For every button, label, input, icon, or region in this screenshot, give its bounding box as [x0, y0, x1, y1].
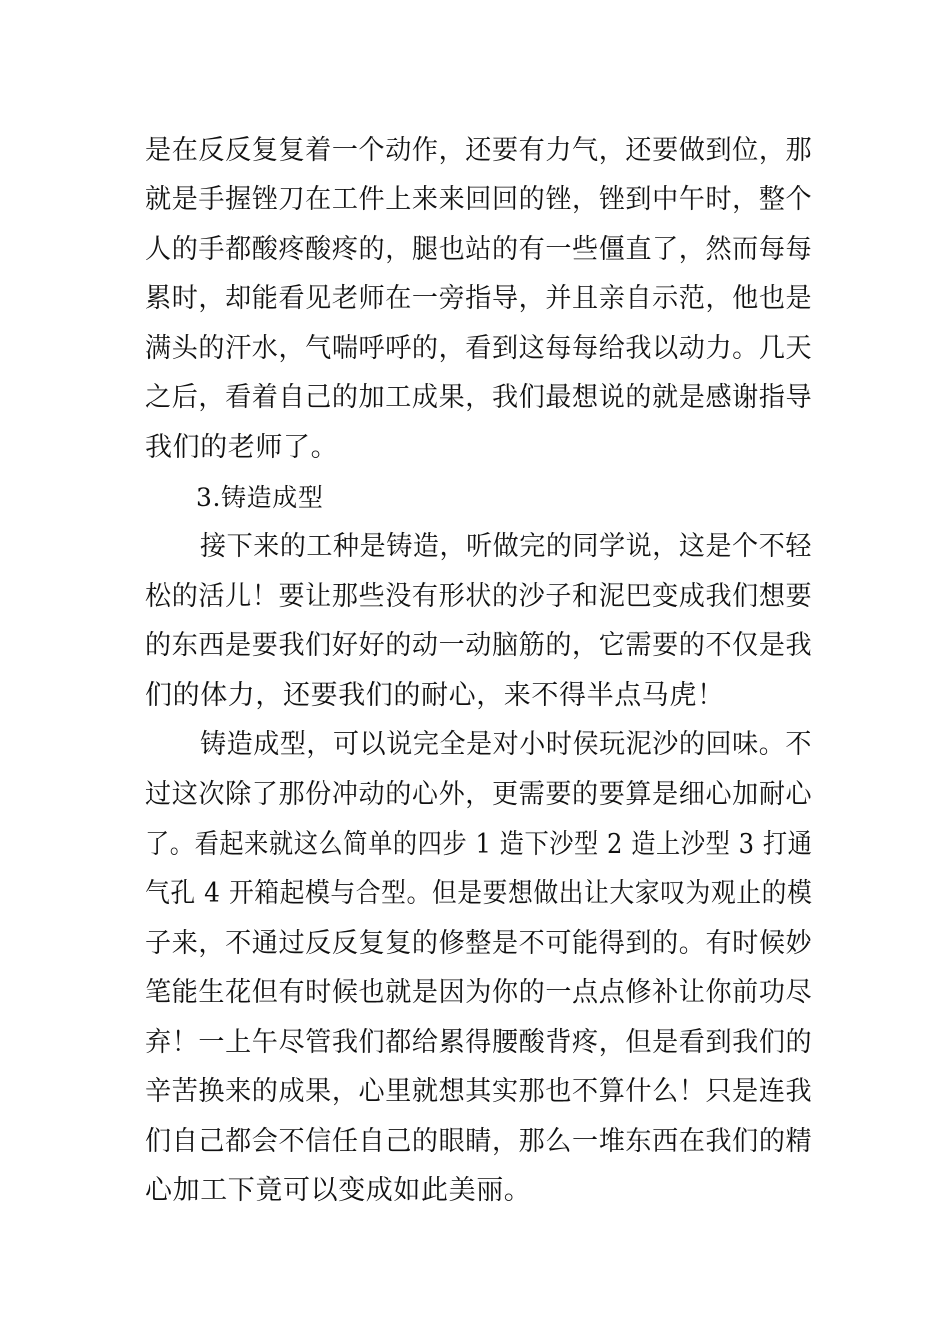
text-line: 人的手都酸疼酸疼的，腿也站的有一些僵直了，然而每每 [145, 234, 813, 265]
text-line: 了。看起来就这么简单的四步 1 造下沙型 2 造上沙型 3 打通 [145, 829, 813, 860]
text-line: 们自己都会不信任自己的眼睛，那么一堆东西在我们的精 [145, 1126, 813, 1157]
text-line: 笔能生花但有时候也就是因为你的一点点修补让你前功尽 [145, 977, 813, 1008]
text-line: 接下来的工种是铸造，听做完的同学说，这是个不轻 [200, 531, 812, 562]
text-line: 我们的老师了。 [145, 432, 339, 463]
section-heading: 3.铸造成型 [196, 483, 324, 512]
text-line: 过这次除了那份冲动的心外，更需要的要算是细心加耐心 [145, 779, 813, 810]
text-line: 满头的汗水，气喘呼呼的，看到这每每给我以动力。几天 [145, 333, 813, 364]
text-line: 弃！一上午尽管我们都给累得腰酸背疼，但是看到我们的 [145, 1027, 813, 1058]
text-line: 气孔 4 开箱起模与合型。但是要想做出让大家叹为观止的模 [145, 878, 813, 909]
text-line: 之后，看着自己的加工成果，我们最想说的就是感谢指导 [145, 382, 813, 413]
text-line: 的东西是要我们好好的动一动脑筋的，它需要的不仅是我 [145, 630, 813, 661]
text-line: 是在反反复复着一个动作，还要有力气，还要做到位，那 [145, 135, 813, 166]
text-line: 松的活儿！要让那些没有形状的沙子和泥巴变成我们想要 [145, 581, 813, 612]
text-line: 铸造成型，可以说完全是对小时侯玩泥沙的回味。不 [200, 729, 812, 760]
text-line: 们的体力，还要我们的耐心，来不得半点马虎！ [145, 680, 725, 711]
text-line: 辛苦换来的成果，心里就想其实那也不算什么！只是连我 [145, 1076, 813, 1107]
text-line: 就是手握锉刀在工件上来来回回的锉，锉到中午时，整个 [145, 184, 813, 215]
text-line: 子来，不通过反反复复的修整是不可能得到的。有时候妙 [145, 928, 813, 959]
text-line: 累时，却能看见老师在一旁指导，并且亲自示范，他也是 [145, 283, 813, 314]
text-line: 心加工下竟可以变成如此美丽。 [145, 1175, 532, 1206]
